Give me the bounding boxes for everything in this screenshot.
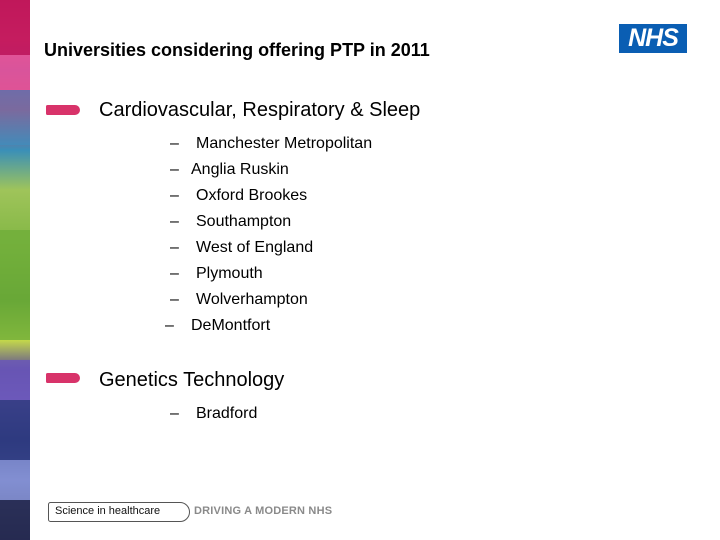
section-heading: Genetics Technology [99, 369, 285, 391]
science-in-healthcare-logo: Science in healthcare [48, 502, 190, 522]
list-item-label: Oxford Brookes [196, 187, 308, 204]
dash-marker: – [165, 317, 174, 334]
list-item [165, 317, 425, 339]
list-item [170, 135, 430, 157]
dash-marker: – [170, 161, 179, 178]
image-strip-band [0, 500, 30, 540]
nhs-logo: NHS [619, 24, 687, 53]
dash-marker: – [170, 213, 179, 230]
footer-tagline: DRIVING A MODERN NHS [194, 505, 333, 517]
decorative-image-strip [0, 0, 30, 540]
image-strip-band [0, 400, 30, 460]
list-item [170, 213, 430, 235]
list-item-label: Southampton [196, 213, 292, 230]
dash-marker: – [170, 265, 179, 282]
section-bullet-icon [46, 373, 80, 383]
list-item-label: DeMontfort [191, 317, 271, 334]
list-item [170, 405, 370, 427]
dash-marker: – [170, 405, 179, 422]
section-heading: Cardiovascular, Respiratory & Sleep [99, 99, 421, 121]
list-item-label: Manchester Metropolitan [196, 135, 373, 152]
list-item [170, 291, 430, 313]
dash-marker: – [170, 239, 179, 256]
image-strip-band [0, 90, 30, 145]
list-item [170, 161, 430, 183]
list-item-label: Bradford [196, 405, 258, 422]
image-strip-band [0, 55, 30, 90]
image-strip-band [0, 360, 30, 400]
image-strip-band [0, 0, 30, 55]
dash-marker: – [170, 291, 179, 308]
list-item [170, 265, 430, 287]
image-strip-band [0, 460, 30, 500]
image-strip-band [0, 230, 30, 340]
list-item-label: Plymouth [196, 265, 263, 282]
list-item-label: Anglia Ruskin [191, 161, 289, 178]
list-item-label: Wolverhampton [196, 291, 308, 308]
dash-marker: – [170, 187, 179, 204]
list-item-label: West of England [196, 239, 314, 256]
slide-title: Universities considering offering PTP in 2011 [44, 40, 430, 60]
list-item [170, 187, 430, 209]
list-item [170, 239, 430, 261]
dash-marker: – [170, 135, 179, 152]
section-bullet-icon [46, 105, 80, 115]
